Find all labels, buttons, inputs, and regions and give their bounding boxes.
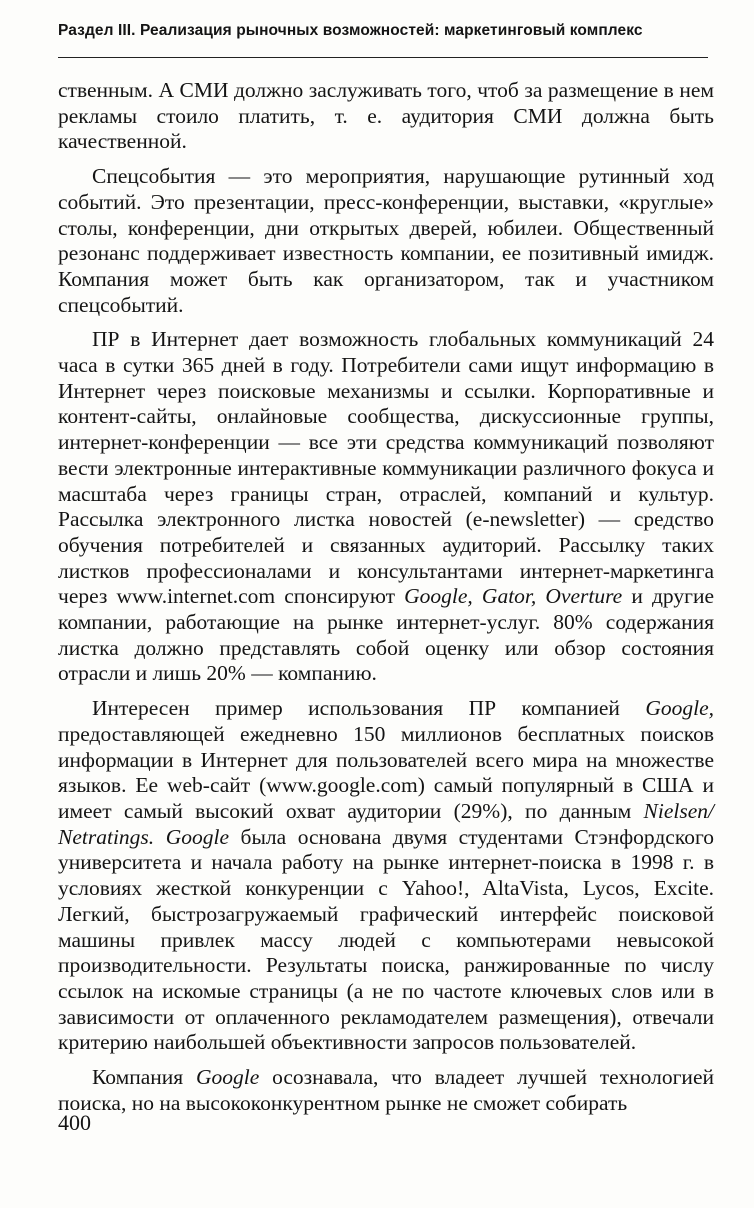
paragraph-5-text-1: Компания (92, 1065, 196, 1090)
paragraph-4-italic-source: Nielsen/ Netratings. Google (58, 798, 714, 849)
paragraph-4-text-3: была основана двумя студентами Стэнфордского университета и начала работу на рынке интернет-поиска в 1998 г. в условиях жесткой конкуренции с Yahoo!, AltaVista, Lycos, Excite. Легкий, быстрозагружаемый графический интерфейс поисковой машины привлек массу людей с компьютерами невысокой производительности. Результаты поиска, ранжированные по числу ссылок на искомые страницы (а не по частоте ключевых слов или в зависимости от оплаченного рекламодателем размещения), отвечали критерию наибольшей объективности запросов пользователей. (58, 824, 714, 1055)
paragraph-1: ственным. А СМИ должно заслуживать того, чтоб за размещение в нем рекламы стоило платить, т. е. аудитория СМИ должна быть качественной. (58, 78, 714, 154)
paragraph-2: Спецсобытия — это мероприятия, нарушающие рутинный ход событий. Это презентации, пресс-конференции, выставки, «круглые» столы, конференции, дни открытых дверей, юбилеи. Общественный резонанс поддерживает известность компании, ее позитивный имидж. Компания может быть как организатором, так и участником спецсобытий. (58, 164, 714, 317)
paragraph-3-text-1: ПР в Интернет дает возможность глобальных коммуникаций 24 часа в сутки 365 дней в году. Потребители сами ищут информацию в Интернет через поисковые механизмы и ссылки. Корпоративные и контент-сайты, онлайновые сообщества, дискуссионные группы, интернет-конференции — все эти средства коммуникаций позволяют вести электронные интерактивные коммуникации различного фокуса и масштаба через границы стран, отраслей, компаний и культур. Рассылка электронного листка новостей (e-newsletter) — средство обучения потребителей и связанных аудиторий. Рассылку таких листков профессионалами и консультантами интернет-маркетинга через www.internet.com спонсируют (58, 327, 714, 609)
header-rule (58, 57, 708, 58)
page-number: 400 (58, 1110, 91, 1135)
paragraph-4 (58, 696, 714, 1056)
paragraph-3-text-2: и другие компании, работающие на рынке интернет-услуг. 80% содержания листка должно представлять собой оценку или обзор состояния отрасли и лишь 20% — компанию. (58, 584, 715, 686)
body-text (58, 78, 714, 1116)
paragraph-4-italic-google: Google, (645, 696, 714, 721)
paragraph-3-italic-companies: Google, Gator, Overture (404, 584, 623, 609)
paragraph-4-text-1: Интересен пример использования ПР компанией (92, 696, 646, 721)
paragraph-4-text-2: предоставляющей ежедневно 150 миллионов бесплатных поисков информации в Интернет для пользователей всего мира на множестве языков. Ее web-сайт (www.google.com) самый популярный в США и имеет самый высокий охват аудитории (29%), по данным (58, 721, 714, 823)
paragraph-5-text-2: осознавала, что владеет лучшей технологией поиска, но на высококонкурентном рынке не сможет собирать (58, 1065, 714, 1115)
paragraph-5 (58, 1065, 714, 1116)
paragraph-5-italic-google: Google (195, 1065, 260, 1090)
running-header: Раздел III. Реализация рыночных возможностей: маркетинговый комплекс (58, 22, 643, 39)
paragraph-3 (58, 327, 714, 687)
